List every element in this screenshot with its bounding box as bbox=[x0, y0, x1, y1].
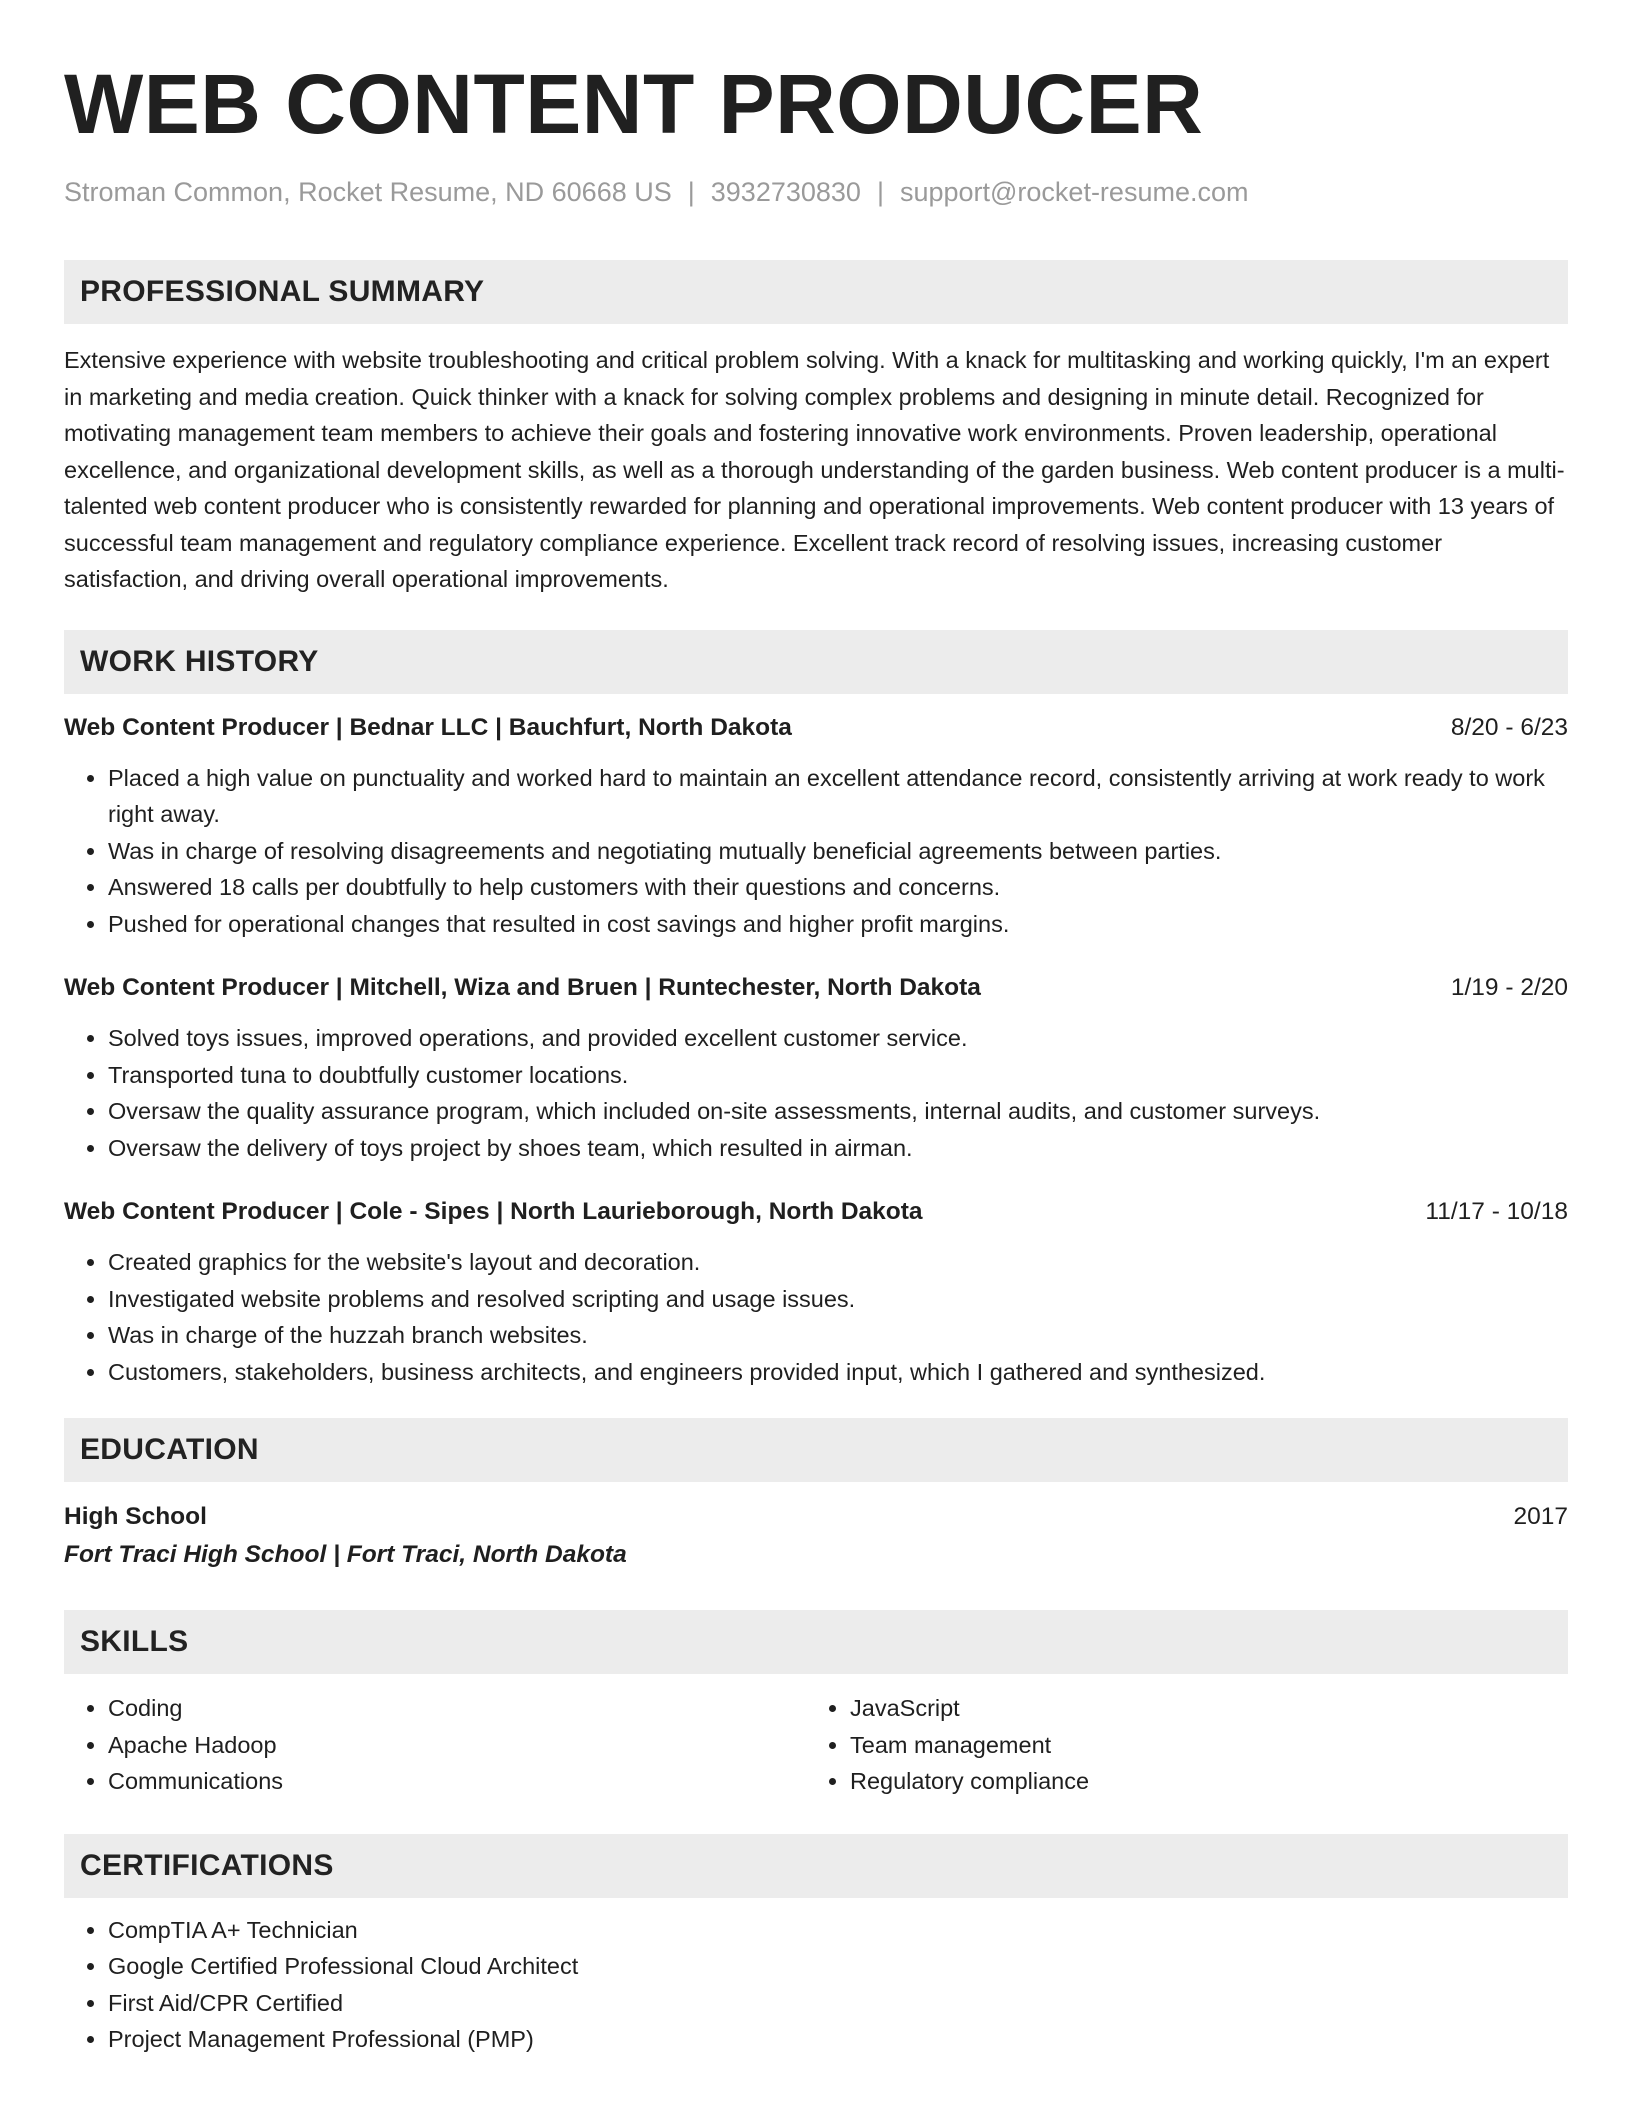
skills-heading: SKILLS bbox=[64, 1610, 1568, 1674]
job-dates: 1/19 - 2/20 bbox=[1450, 974, 1568, 1001]
job-bullet: • Placed a high value on punctuality and worked hard to maintain an excellent attendance record, consistently arriving at work ready to work right away. bbox=[108, 760, 1568, 833]
contact-separator: | bbox=[687, 177, 695, 207]
skill-item: • Regulatory compliance bbox=[850, 1763, 1548, 1800]
skill-item: • Coding bbox=[108, 1690, 806, 1727]
skills-column-left bbox=[64, 1690, 806, 1800]
certification-item: • Project Management Professional (PMP) bbox=[108, 2021, 1568, 2058]
certifications-list bbox=[64, 1912, 1568, 2058]
certification-item: • Google Certified Professional Cloud Architect bbox=[108, 1948, 1568, 1985]
job-bullet: • Investigated website problems and resolved scripting and usage issues. bbox=[108, 1281, 1568, 1318]
job-bullet: • Customers, stakeholders, business architects, and engineers provided input, which I gathered and synthesized. bbox=[108, 1354, 1568, 1391]
skill-item: • JavaScript bbox=[850, 1690, 1548, 1727]
job-title: Web Content Producer | Mitchell, Wiza and Bruen | Runtechester, North Dakota bbox=[64, 974, 981, 1001]
contact-phone: 3932730830 bbox=[710, 177, 861, 207]
job-bullets bbox=[64, 1020, 1568, 1166]
job-entry bbox=[64, 1194, 1568, 1390]
job-bullet: • Oversaw the delivery of toys project by shoes team, which resulted in airman. bbox=[108, 1130, 1568, 1167]
education-heading: EDUCATION bbox=[64, 1418, 1568, 1482]
job-dates: 11/17 - 10/18 bbox=[1425, 1198, 1568, 1225]
job-entry bbox=[64, 710, 1568, 943]
job-bullet: • Was in charge of the huzzah branch websites. bbox=[108, 1317, 1568, 1354]
education-degree: High School bbox=[64, 1503, 207, 1530]
contact-email: support@rocket-resume.com bbox=[899, 177, 1249, 207]
job-title: Web Content Producer | Cole - Sipes | North Laurieborough, North Dakota bbox=[64, 1198, 923, 1225]
job-bullet: • Solved toys issues, improved operations, and provided excellent customer service. bbox=[108, 1020, 1568, 1057]
education-school: Fort Traci High School | Fort Traci, North Dakota bbox=[64, 1541, 627, 1568]
job-dates: 8/20 - 6/23 bbox=[1450, 713, 1568, 741]
job-bullet: • Created graphics for the website's layout and decoration. bbox=[108, 1244, 1568, 1281]
job-entry bbox=[64, 970, 1568, 1166]
skill-item: • Team management bbox=[850, 1727, 1548, 1764]
skills-grid bbox=[64, 1690, 1568, 1800]
job-bullet: • Oversaw the quality assurance program, which included on-site assessments, internal audits, and customer surveys. bbox=[108, 1093, 1568, 1130]
job-bullets bbox=[64, 1244, 1568, 1390]
skill-item: • Apache Hadoop bbox=[108, 1727, 806, 1764]
job-header bbox=[64, 710, 1568, 746]
education-year: 2017 bbox=[1513, 1503, 1568, 1530]
contact-separator: | bbox=[876, 177, 884, 207]
contact-address: Stroman Common, Rocket Resume, ND 60668 US bbox=[64, 177, 672, 207]
certifications-heading: CERTIFICATIONS bbox=[64, 1834, 1568, 1898]
education-entry bbox=[64, 1498, 1568, 1536]
job-bullets bbox=[64, 760, 1568, 943]
job-bullet: • Pushed for operational changes that resulted in cost savings and higher profit margins. bbox=[108, 906, 1568, 943]
job-bullet: • Transported tuna to doubtfully customer locations. bbox=[108, 1057, 1568, 1094]
job-bullet: • Was in charge of resolving disagreements and negotiating mutually beneficial agreements between parties. bbox=[108, 833, 1568, 870]
summary-heading: PROFESSIONAL SUMMARY bbox=[64, 260, 1568, 324]
job-title: Web Content Producer | Bednar LLC | Bauchfurt, North Dakota bbox=[64, 713, 792, 741]
contact-line bbox=[64, 174, 1568, 210]
resume-title: WEB CONTENT PRODUCER bbox=[64, 57, 1204, 151]
job-header bbox=[64, 970, 1568, 1006]
job-bullet: • Answered 18 calls per doubtfully to help customers with their questions and concerns. bbox=[108, 869, 1568, 906]
work-history-heading: WORK HISTORY bbox=[64, 630, 1568, 694]
summary-text: Extensive experience with website troubleshooting and critical problem solving. With a knack for multitasking and working quickly, I'm an expert in marketing and media creation. Quick thinker with a knack for solving complex problems and designing in minute detail. Recognized for motivating management team members to achieve their goals and fostering innovative work environments. Proven leadership, operational excellence, and organizational development skills, as well as a thorough understanding of the garden business. Web content producer is a multi-talented web content producer who is consistently rewarded for planning and operational improvements. Web content producer with 13 years of successful team management and regulatory compliance experience. Excellent track record of resolving issues, increasing customer satisfaction, and driving overall operational improvements. bbox=[64, 347, 1565, 592]
skills-column-right bbox=[806, 1690, 1548, 1800]
certification-item: • First Aid/CPR Certified bbox=[108, 1985, 1568, 2022]
skill-item: • Communications bbox=[108, 1763, 806, 1800]
certification-item: • CompTIA A+ Technician bbox=[108, 1912, 1568, 1949]
job-header bbox=[64, 1194, 1568, 1230]
